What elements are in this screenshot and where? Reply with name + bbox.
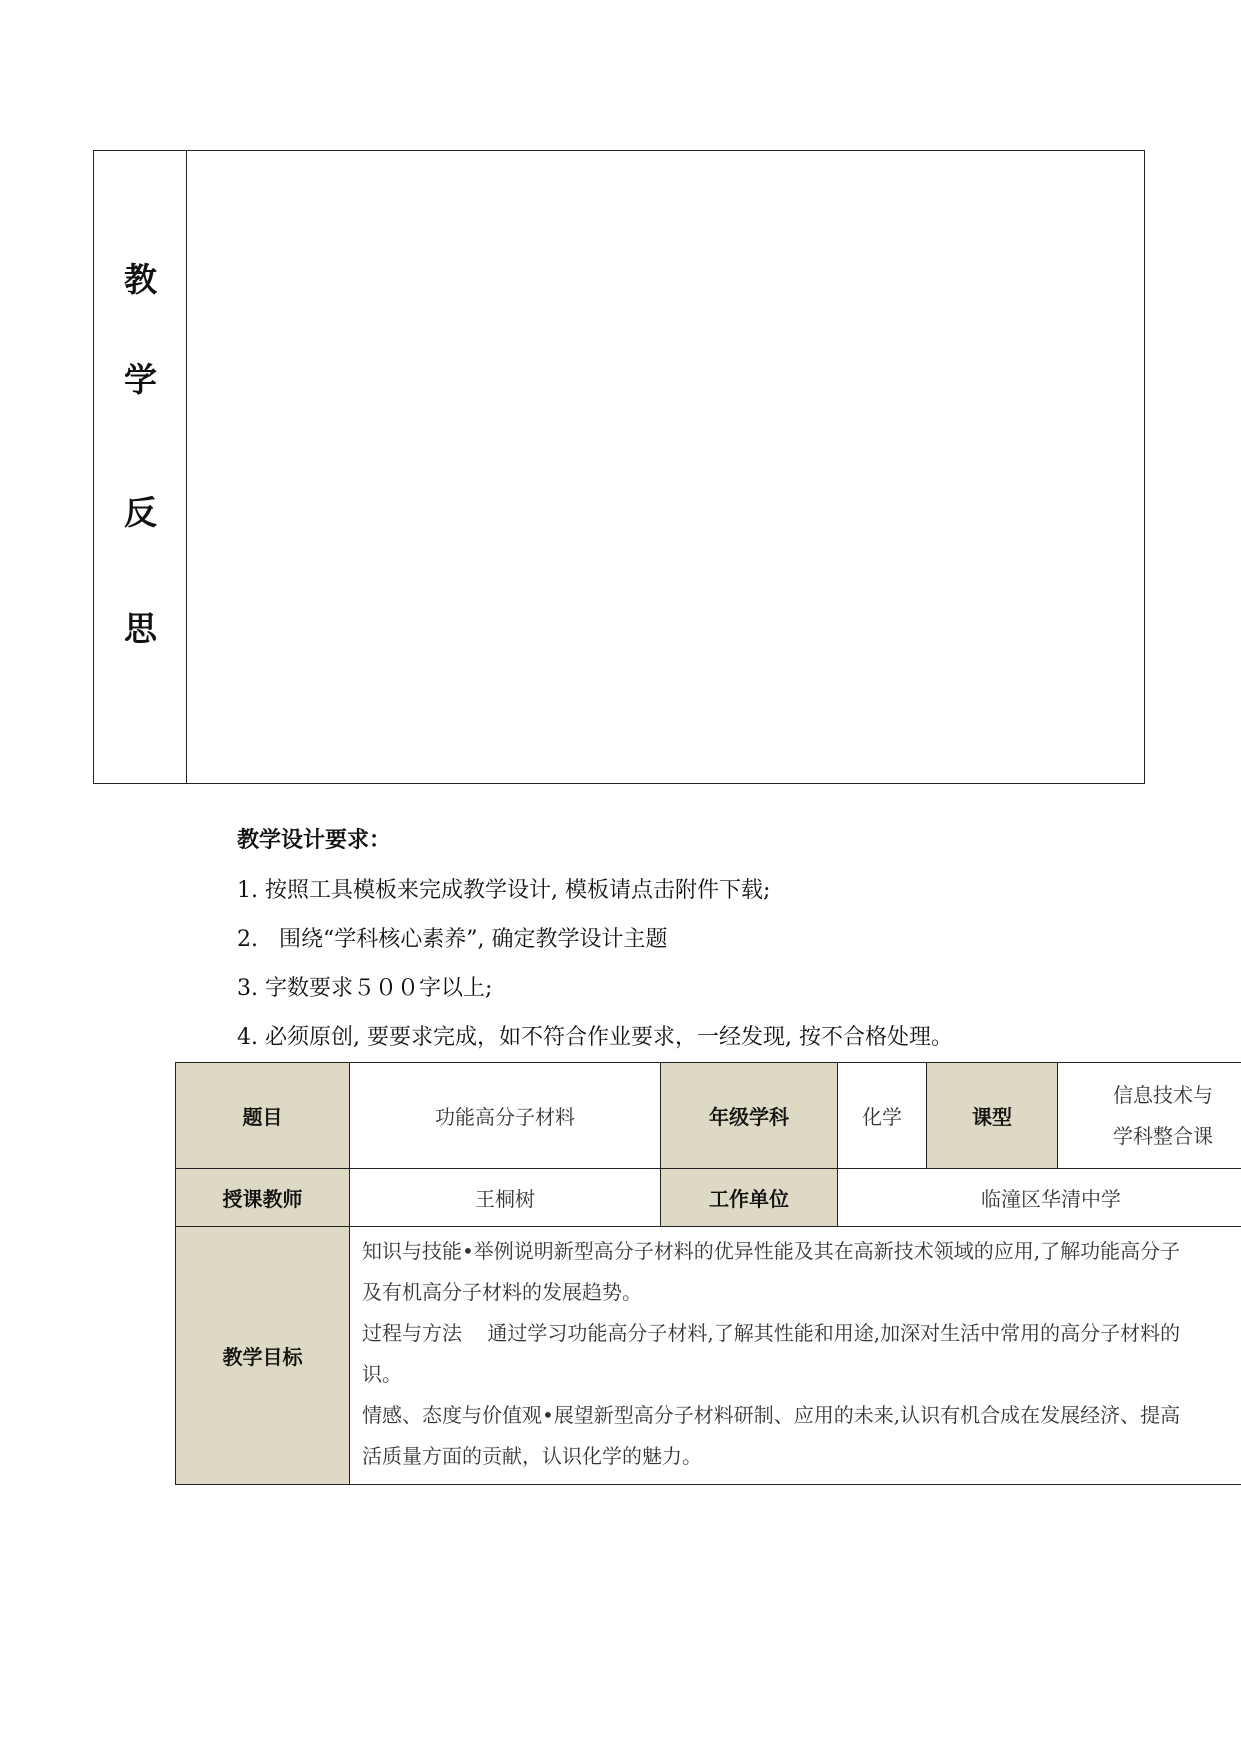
requirement-item: 3. 字数要求５００字以上; <box>237 976 493 1001</box>
teaching-goals-content <box>350 1227 1241 1485</box>
grade-subject-value: 化学 <box>838 1063 927 1169</box>
work-unit-text: 临潼区华清中学 <box>981 1187 1121 1211</box>
goal-line: 识。 <box>362 1362 402 1386</box>
teacher-label: 授课教师 <box>176 1169 350 1227</box>
design-requirements <box>237 820 1177 1062</box>
goal-line: 活质量方面的贡献，认识化学的魅力。 <box>362 1444 702 1468</box>
reflection-label-column <box>94 151 187 783</box>
topic-label: 题目 <box>176 1063 350 1169</box>
lesson-info-table <box>175 1062 1241 1485</box>
lesson-type-line: 信息技术与 <box>1113 1082 1213 1107</box>
lesson-type-label: 课型 <box>927 1063 1058 1169</box>
lesson-type-line: 学科整合课 <box>1113 1123 1213 1148</box>
topic-value: 功能高分子材料 <box>350 1063 661 1169</box>
lesson-type-value <box>1058 1063 1241 1169</box>
reflection-label-char: 教 <box>124 260 157 299</box>
goal-line: 知识与技能•举例说明新型高分子材料的优异性能及其在高新技术领域的应用,了解功能高分子 <box>362 1239 1181 1263</box>
teaching-goals-label: 教学目标 <box>176 1227 350 1485</box>
reflection-label-char: 思 <box>124 609 157 648</box>
table-row <box>176 1227 1241 1485</box>
goal-line: 过程与方法 通过学习功能高分子材料,了解其性能和用途,加深对生活中常用的高分子材料的 <box>362 1321 1181 1345</box>
requirement-item: 4. 必须原创, 要要求完成，如不符合作业要求，一经发现, 按不合格处理。 <box>237 1025 953 1050</box>
work-unit-value <box>838 1169 1241 1227</box>
requirements-title: 教学设计要求： <box>237 828 392 853</box>
work-unit-label: 工作单位 <box>661 1169 838 1227</box>
table-row <box>176 1169 1241 1227</box>
table-row <box>176 1063 1241 1169</box>
teacher-value: 王桐树 <box>350 1169 661 1227</box>
reflection-label-char: 反 <box>124 493 157 532</box>
goal-line: 及有机高分子材料的发展趋势。 <box>362 1280 642 1304</box>
reflection-label-char: 学 <box>124 360 157 399</box>
requirement-item: 2. 围绕“学科核心素养”, 确定教学设计主题 <box>237 927 668 952</box>
requirement-item: 1. 按照工具模板来完成教学设计, 模板请点击附件下载; <box>237 878 771 903</box>
teaching-reflection-box <box>93 150 1145 784</box>
grade-subject-label: 年级学科 <box>661 1063 838 1169</box>
goal-line: 情感、态度与价值观•展望新型高分子材料研制、应用的未来,认识有机合成在发展经济、提高 <box>362 1403 1181 1427</box>
